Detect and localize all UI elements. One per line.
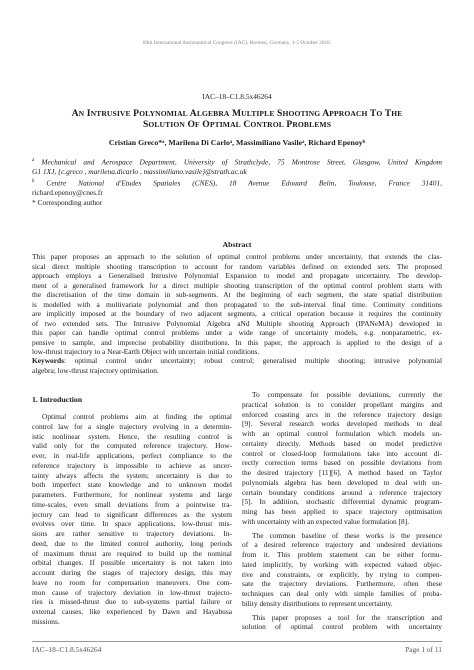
body-line: from it. This problem statement can be either formu- (242, 550, 442, 559)
body-line: [5]. In addition, stochastic differential dynamic program- (242, 497, 442, 507)
body-line: parameters. Furthermore, for nonlinear systems and large (32, 490, 232, 499)
abstract-line: sical direct multiple shooting transcription to account for random variables defined on extended sets. The proposed (32, 261, 442, 271)
body-line: control or closed-loop formulations take into account di- (242, 448, 442, 458)
body-line: missions. (32, 616, 60, 626)
body-line: enforced coasting arcs in the reference trajectory design (242, 409, 442, 419)
body-line: bility density distributions to represent uncertainty. (242, 598, 393, 608)
abstract-line: low-thrust trajectory to a Near-Earth Object with uncertain initial conditions. (32, 347, 260, 357)
body-line: [9]. Several research works developed methods to deal (242, 419, 442, 429)
abstract-line: is modelled with a multivariate polynomial and then propagated to the sub-interval final time. Continuity conditions (32, 299, 442, 309)
body-line: the desired trajectory [11][6]. A method based on Taylor (242, 468, 442, 477)
body-line: sate the trajectory deviations. Furthermore, often these (242, 579, 442, 589)
body-line: time-scales, even small deviations from a pointwise tra- (32, 499, 232, 509)
body-line: To compensate for possible deviations, currently the (252, 390, 442, 399)
paper-id: IAC–18–C1.8.5x46264 (202, 92, 272, 101)
title-line-1: AN INTRUSIVE POLYNOMIAL ALGEBRA MULTIPLE SHOOTING APPROACH TO THE (71, 108, 403, 119)
body-line: sions are rather sensitive to trajectory deviations. In- (32, 529, 232, 538)
body-line: both imperfect state knowledge and to unknown model (32, 480, 232, 490)
affiliation-b (32, 177, 442, 207)
body-line: ming has been applied to space trajectory optimisation (242, 507, 442, 516)
keywords-line-1: : optimal control under uncertainty; robust control; generalised multiple shooting; intrusive polynomial (64, 356, 442, 365)
body-line: leave no room for compensation maneuvers. One com- (32, 577, 232, 587)
body-line: mon cause of trajectory deviation in low-thrust trajecto- (32, 587, 232, 597)
authors: Cristian Greco*ᵃ, Marilena Di Carloᵃ, Massimiliano Vasileᵃ, Richard Epenoyᵇ (108, 138, 366, 147)
corresponding-author-note: * Corresponding author (32, 197, 103, 207)
abstract-line: ment of a generalised framework for a direct multiple shooting transcription of the optimal control problem starts with (32, 280, 442, 290)
body-line: tive and constraints, or explicitly, by trying to compen- (242, 569, 442, 579)
body-line: orbital changes. If possible uncertainty is not taken into (32, 558, 232, 568)
body-line: rectly correction terms based on possible deviations from (242, 458, 442, 468)
body-line: This paper proposes a tool for the transcription and (252, 612, 442, 622)
keywords-label: Keywords (32, 356, 65, 365)
body-line: account during the stages of trajectory design, this may (32, 568, 232, 577)
paper-title (50, 108, 424, 130)
abstract-line: the discretisation of the time domain in sub-segments. At the beginning of each segment, the state spatial distribution (32, 290, 442, 300)
title-line-2: SOLUTION OF OPTIMAL CONTROL PROBLEMS (142, 119, 332, 130)
body-line: The common baseline of these works is the presence (252, 530, 442, 540)
affiliation-a (32, 156, 442, 177)
body-line: ries is missed-thrust due to sub-systems partial failure or (32, 597, 232, 607)
keywords-line-2: algebra; low-thrust trajectory optimisation. (32, 365, 159, 375)
body-line: control law for a single trajectory evolving in a determin- (32, 421, 232, 431)
abstract-line: pensive to sample, and imprecise probability distributions. In this paper, the approach is applied to the design of a (32, 337, 442, 347)
section-heading-introduction: 1. Introduction (32, 395, 83, 404)
body-line: jectory can lead to significant differences as the system (32, 509, 232, 519)
body-line: practical solution is to consider propellant margins and (242, 399, 442, 409)
body-line: certainty directly. Methods based on model predictive (242, 438, 442, 448)
affiliation-a-line-1: Mechanical and Aerospace Department, University of Strathclyde, 75 Montrose Street, Glasgow, United Kingdom (41, 157, 442, 167)
footer-rule (32, 641, 442, 642)
abstract-body (32, 252, 442, 357)
body-line: deed, due to the limited control authority, long periods (32, 538, 232, 548)
body-line: of maximum thrust are required to build up the nominal (32, 548, 232, 558)
keywords (32, 356, 442, 375)
body-line: Optimal control problems aim at finding the optimal (42, 412, 232, 421)
body-line: of a desired reference trajectory and undesired deviations (242, 540, 442, 550)
body-line: tainty always affects the system; uncertainty is due to (32, 470, 232, 480)
footer-page-number: Page 1 of 11 (405, 645, 442, 654)
affiliation-a-marker: a (32, 158, 35, 163)
body-line: istic nonlinear system. Hence, the resulting control is (32, 431, 232, 441)
abstract-line: approach employs a Generalised Intrusive Polynomial Expansion to model and propagate uncertainty. The develop- (32, 271, 442, 281)
affiliation-b-line-1: Centre National d'Etudes Spatiales (CNES), 18 Avenue Edouard Belin, Toulouse, France 31401, (46, 178, 442, 188)
body-line: certain boundary conditions around a reference trajectory (242, 487, 442, 497)
body-line: evolves over time. In space applications, low-thrust mis- (32, 519, 232, 529)
abstract-line: are implicitly imposed at the boundary of two adjacent segments, a critical operation because it requires the continuity (32, 309, 442, 319)
affiliation-b-marker: b (32, 179, 35, 184)
body-line: polynomials algebra has been developed to deal with un- (242, 477, 442, 487)
body-line: valid only for the computed reference trajectory. How- (32, 441, 232, 451)
abstract-line: of two extended sets. The Intrusive Polynomial Algebra aNd Multiple shooting Approach (IPANeMA) developed in (32, 318, 442, 328)
footer-paper-id: IAC–18–C1.8.5x46264 (32, 645, 102, 654)
left-column (32, 412, 232, 627)
conference-header: 69th International Astronautical Congress (IAC), Bremen, Germany, 1-5 October 2018. (142, 40, 332, 46)
body-line: lated implicitly, by working with expected valued objec- (242, 559, 442, 569)
body-line: external causes, like experienced by Dawn and Hayabusa (32, 607, 232, 616)
abstract-line: This paper proposes an approach to the solution of optimal control problems under uncertainty, that extends the clas- (32, 252, 442, 261)
body-line: ever, in real-life applications, perfect compliance to the (32, 451, 232, 460)
affiliation-a-line-2: G1 1XJ, {c.greco , marilena.dicarlo , massimiliano.vasile}@strath.ac.uk (32, 167, 247, 177)
body-line: solution of optimal control problem with uncertainty (242, 622, 442, 632)
body-line: techniques can deal only with simple families of proba- (242, 589, 442, 598)
right-column (242, 390, 442, 632)
body-line: with an optimal control formulation which models un- (242, 429, 442, 438)
affiliation-b-line-2: richard.epenoy@cnes.fr (32, 188, 103, 198)
abstract-line: this paper can handle optimal control problems under a wide range of uncertainty models, e.g. nonparametric, ex- (32, 328, 442, 338)
abstract-heading: Abstract (222, 240, 252, 249)
body-line: with uncertainty with an expected value formulation [8]. (242, 516, 410, 526)
body-line: reference trajectory is impossible to achieve as uncer- (32, 460, 232, 470)
